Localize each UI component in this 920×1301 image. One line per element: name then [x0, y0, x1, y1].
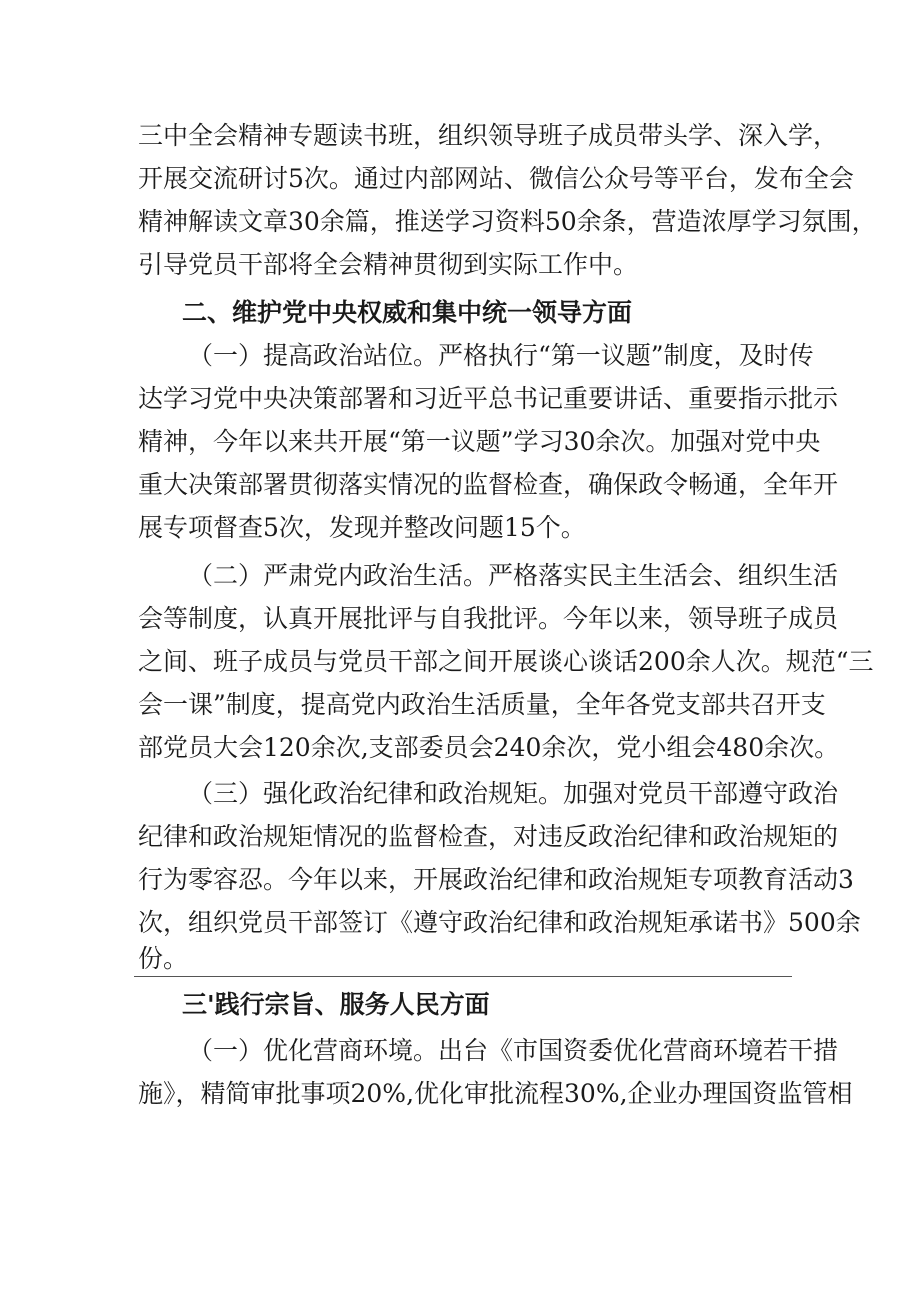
- divider-line: [134, 976, 792, 977]
- paragraph-line: 次，组织党员干部签订《遵守政治纪律和政治规矩承诺书》500余: [138, 908, 861, 937]
- paragraph-line: 开展交流研讨5次。通过内部网站、微信公众号等平台，发布全会: [138, 164, 854, 193]
- paragraph-line: 份。: [138, 944, 189, 973]
- paragraph-line: 三中全会精神专题读书班，组织领导班子成员带头学、深入学，: [138, 121, 839, 150]
- section-heading-3: 三'践行宗旨、服务人民方面: [182, 990, 490, 1019]
- paragraph-line: （一）提高政治站位。严格执行“第一议题”制度，及时传: [188, 341, 814, 370]
- section-heading-2: 二、维护党中央权威和集中统一领导方面: [182, 298, 633, 327]
- paragraph-line: （二）严肃党内政治生活。严格落实民主生活会、组织生活: [188, 561, 839, 590]
- paragraph-line: （三）强化政治纪律和政治规矩。加强对党员干部遵守政治: [188, 779, 839, 808]
- paragraph-line: （一）优化营商环境。出台《市国资委优化营商环境若干措: [188, 1036, 839, 1065]
- paragraph-line: 展专项督查5次，发现并整改问题15个。: [138, 513, 586, 542]
- paragraph-line: 施》，精简审批事项20%,优化审批流程30%,企业办理国资监管相: [138, 1079, 853, 1108]
- paragraph-line: 精神解读文章30余篇，推送学习资料50余条，营造浓厚学习氛围，: [138, 207, 877, 236]
- paragraph-line: 重大决策部署贯彻落实情况的监督检查，确保政令畅通，全年开: [138, 470, 839, 499]
- paragraph-line: 达学习党中央决策部署和习近平总书记重要讲话、重要指示批示: [138, 384, 839, 413]
- paragraph-line: 引导党员干部将全会精神贯彻到实际工作中。: [138, 250, 639, 279]
- paragraph-line: 之间、班子成员与党员干部之间开展谈心谈话200余人次。规范“三: [138, 647, 874, 676]
- paragraph-line: 会等制度，认真开展批评与自我批评。今年以来，领导班子成员: [138, 604, 839, 633]
- paragraph-line: 会一课”制度，提高党内政治生活质量，全年各党支部共召开支: [138, 690, 826, 719]
- paragraph-line: 纪律和政治规矩情况的监督检查，对违反政治纪律和政治规矩的: [138, 822, 839, 851]
- paragraph-line: 部党员大会120余次,支部委员会240余次，党小组会480余次。: [138, 733, 840, 762]
- paragraph-line: 行为零容忍。今年以来，开展政治纪律和政治规矩专项教育活动3: [138, 865, 854, 894]
- paragraph-line: 精神，今年以来共开展“第一议题”学习30余次。加强对党中央: [138, 427, 821, 456]
